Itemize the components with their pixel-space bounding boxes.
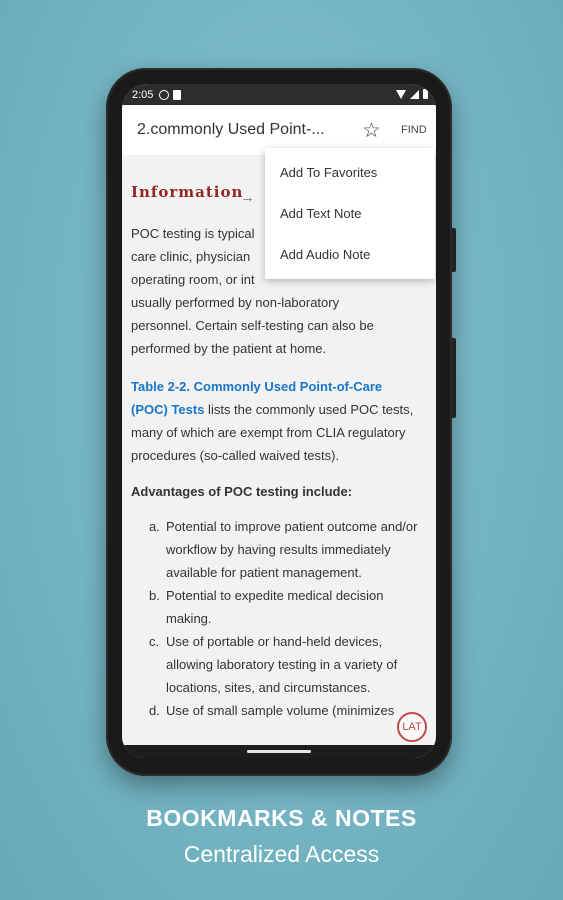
list-item <box>149 699 419 722</box>
sd-card-icon <box>173 90 181 100</box>
battery-icon <box>423 89 428 99</box>
app-logo-button[interactable]: LAT <box>397 712 427 742</box>
caption-subtitle: Centralized Access <box>183 841 380 867</box>
star-icon[interactable]: ☆ <box>362 119 381 142</box>
arrow-right-icon[interactable]: → <box>240 189 255 206</box>
list-text: Potential to improve patient outcome and/or workflow by having results immediately available for patient management. <box>166 519 418 580</box>
section-heading: Information <box>131 183 244 201</box>
paragraph-line: POC testing is typical <box>131 226 255 241</box>
list-marker: b. <box>149 588 160 603</box>
status-bar <box>122 84 436 105</box>
menu-item-add-audio-note[interactable]: Add Audio Note <box>280 247 371 262</box>
overflow-menu <box>265 148 435 279</box>
navigation-bar <box>122 745 436 758</box>
wifi-icon <box>396 90 406 99</box>
paragraph-line: operating room, or int <box>131 272 255 287</box>
advantages-list <box>149 515 419 722</box>
table-link[interactable]: Table 2-2. Commonly Used Point-of-Care (POC) Tests <box>131 379 383 417</box>
phone-screen <box>122 84 436 758</box>
paragraph-text: lists the commonly used POC tests, many of which are exempt from CLIA regulatory procedures (so-called waived tests). <box>131 402 414 463</box>
menu-item-add-to-favorites[interactable]: Add To Favorites <box>280 165 378 180</box>
list-text: Potential to expedite medical decision making. <box>166 588 384 626</box>
advantages-heading: Advantages of POC testing include: <box>131 484 353 499</box>
list-text: Use of small sample volume (minimizes <box>166 703 395 718</box>
power-button <box>452 338 456 418</box>
find-button[interactable]: FIND <box>401 124 427 136</box>
paragraph-line: usually performed by non-laboratory <box>131 295 340 310</box>
list-item <box>149 630 419 699</box>
list-marker: c. <box>149 634 160 649</box>
list-text: Use of portable or hand-held devices, allowing laboratory testing in a variety of locations, sites, and circumstances. <box>166 634 398 695</box>
paragraph-line: performed by the patient at home. <box>131 341 327 356</box>
page-title: 2.commonly Used Point-... <box>137 121 325 138</box>
paragraph-line: personnel. Certain self-testing can also be <box>131 318 374 333</box>
volume-button <box>452 228 456 272</box>
phone-frame <box>106 68 452 776</box>
list-marker: d. <box>149 703 160 718</box>
list-item <box>149 515 419 584</box>
home-gesture-handle[interactable] <box>247 750 311 753</box>
app-notification-icon <box>159 90 169 100</box>
caption-title: BOOKMARKS & NOTES <box>146 805 417 831</box>
list-marker: a. <box>149 519 160 534</box>
paragraph-table-ref <box>131 375 421 467</box>
list-item <box>149 584 419 630</box>
paragraph-line: care clinic, physician <box>131 249 251 264</box>
status-time: 2:05 <box>132 88 154 101</box>
menu-item-add-text-note[interactable]: Add Text Note <box>280 206 362 221</box>
signal-icon <box>410 90 419 99</box>
